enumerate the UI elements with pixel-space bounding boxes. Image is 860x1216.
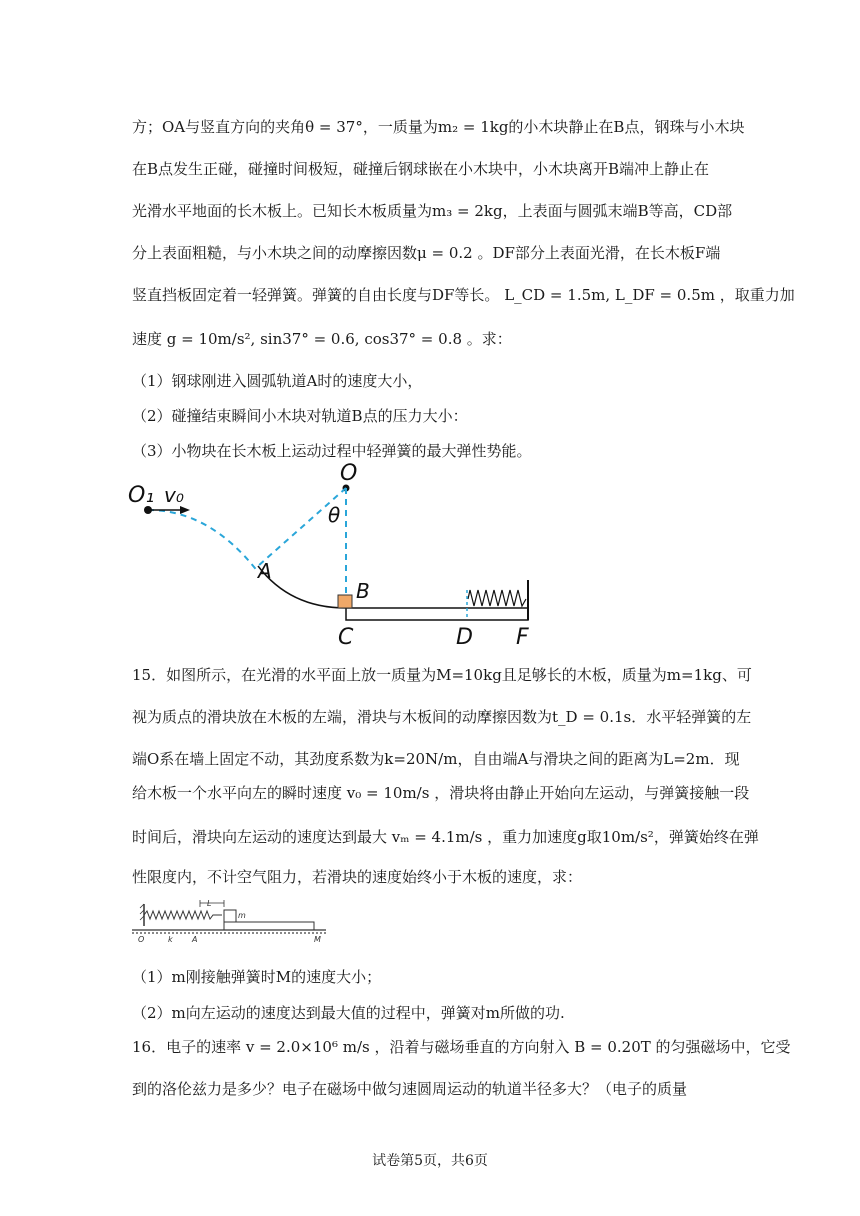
label-o1: O₁ <box>128 483 155 508</box>
wood-block <box>338 595 352 608</box>
p14-line-5: 竖直挡板固定着一轻弹簧。弹簧的自由长度与DF等长。 L_CD = 1.5m, L_DF = 0.5m ，取重力加 <box>132 286 795 304</box>
label-f: F <box>516 625 529 650</box>
p16-line-2: 到的洛伦兹力是多少？电子在磁场中做匀速圆周运动的轨道半径多大？（电子的质量 <box>132 1080 688 1098</box>
p14-question-1: （1）钢球刚进入圆弧轨道A时的速度大小， <box>132 372 423 390</box>
p15-line-1: 15．如图所示，在光滑的水平面上放一质量为M=10kg且足够长的木板，质量为m=1kg、可 <box>132 666 752 684</box>
p14-track-diagram <box>120 462 560 652</box>
p16-line-1: 16．电子的速率 v = 2.0×10⁶ m/s ，沿着与磁场垂直的方向射入 B = 0.20T 的匀强磁场中，它受 <box>132 1038 791 1056</box>
p15-question-2: （2）m向左运动的速度达到最大值的过程中，弹簧对m所做的功. <box>132 1004 565 1022</box>
v0-arrow-icon <box>180 506 190 514</box>
label-o: O <box>138 935 145 944</box>
p14-line-3: 光滑水平地面的长木板上。已知长木板质量为m₃ = 2kg，上表面与圆弧末端B等高，CD部 <box>132 202 733 220</box>
p15-line-2: 视为质点的滑块放在木板的左端，滑块与木板间的动摩擦因数为t_D = 0.1s．水平轻弹簧的左 <box>132 708 752 726</box>
page-footer: 试卷第5页，共6页 <box>372 1153 488 1169</box>
label-b: B <box>356 579 370 603</box>
long-board <box>346 608 528 620</box>
label-a: A <box>258 559 272 583</box>
p14-question-2: （2）碰撞结束瞬间小木块对轨道B点的压力大小： <box>132 407 468 425</box>
label-v0: v₀ <box>164 483 184 507</box>
p14-line-2: 在B点发生正碰，碰撞时间极短，碰撞后钢球嵌在小木块中，小木块离开B端冲上静止在 <box>132 160 710 178</box>
label-c: C <box>338 625 354 650</box>
label-big-m: M <box>314 935 321 944</box>
label-a: A <box>192 935 198 944</box>
spring <box>144 911 222 919</box>
p14-question-3: （3）小物块在长木板上运动过程中轻弹簧的最大弹性势能。 <box>132 442 532 460</box>
p14-line-1: 方；OA与竖直方向的夹角θ = 37°，一质量为m₂ = 1kg的小木块静止在B点，钢珠与小木块 <box>132 118 745 136</box>
p14-line-4: 分上表面粗糙，与小木块之间的动摩擦因数μ = 0.2 。DF部分上表面光滑，在长木板F端 <box>132 244 721 262</box>
p15-question-1: （1）m刚接触弹簧时M的速度大小； <box>132 968 382 986</box>
oa-radius <box>258 488 346 566</box>
label-l: L <box>207 899 212 908</box>
label-m: m <box>238 911 246 920</box>
board <box>224 922 314 930</box>
slider-block <box>224 910 236 922</box>
label-o: O <box>340 462 358 486</box>
p15-spring-board-diagram <box>130 898 330 944</box>
p15-line-3: 端O系在墙上固定不动，其劲度系数为k=20N/m，自由端A与滑块之间的距离为L=2m．现 <box>132 750 740 768</box>
p15-line-4: 给木板一个水平向左的瞬时速度 v₀ = 10m/s ，滑块将由静止开始向左运动，与弹簧接触一段 <box>132 784 750 802</box>
p15-line-5: 时间后，滑块向左运动的速度达到最大 vₘ = 4.1m/s ，重力加速度g取10m/s²，弹簧始终在弹 <box>132 828 759 846</box>
spring <box>468 590 526 606</box>
label-d: D <box>456 625 473 650</box>
p14-line-6: 速度 g = 10m/s², sin37° = 0.6, cos37° = 0.8 。求： <box>132 330 512 348</box>
label-theta: θ <box>328 503 341 527</box>
p15-line-6: 性限度内，不计空气阻力，若滑块的速度始终小于木板的速度，求： <box>132 868 583 886</box>
projectile-path <box>148 510 258 572</box>
label-k: k <box>168 935 173 944</box>
